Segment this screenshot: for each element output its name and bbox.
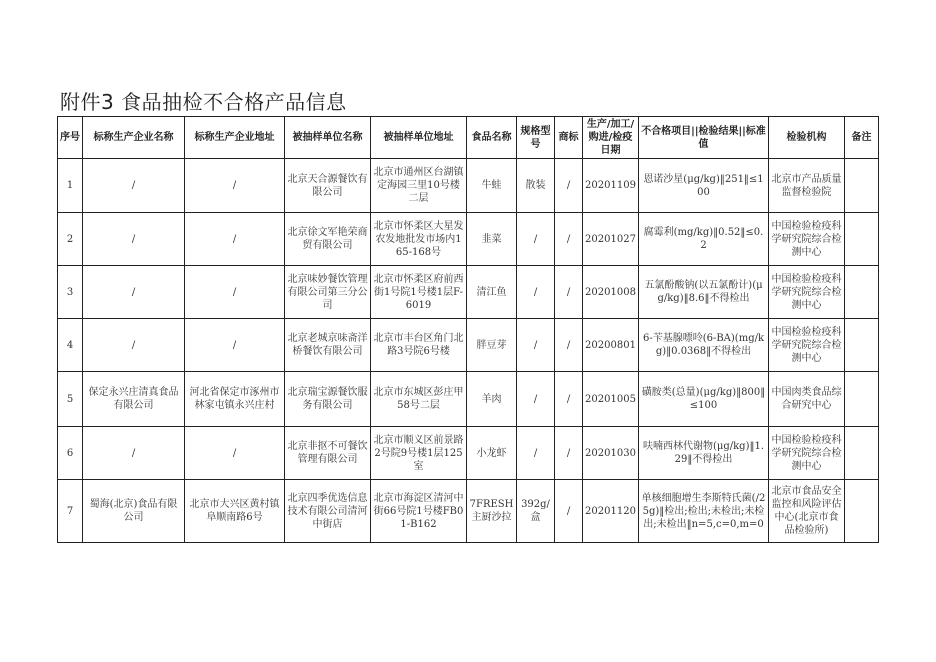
table-cell xyxy=(845,372,879,427)
table-cell: 中国肉类食品综合研究中心 xyxy=(769,372,845,427)
table-cell: / xyxy=(517,213,555,266)
table-row xyxy=(58,319,879,372)
table-cell: 20201109 xyxy=(583,159,639,213)
column-header: 食品名称 xyxy=(467,117,517,159)
table-cell: 20201030 xyxy=(583,427,639,480)
table-cell: 北京天合源餐饮有限公司 xyxy=(285,159,371,213)
table-cell: 胖豆芽 xyxy=(467,319,517,372)
header-row xyxy=(58,117,879,159)
table-cell xyxy=(845,159,879,213)
column-header: 被抽样单位名称 xyxy=(285,117,371,159)
table-cell: 北京市食品安全监控和风险评估中心(北京市食品检验所) xyxy=(769,480,845,543)
table-cell: 北京市大兴区黄村镇阜顺南路6号 xyxy=(185,480,285,543)
table-row xyxy=(58,159,879,213)
table-row xyxy=(58,427,879,480)
table-cell: 中国检验检疫科学研究院综合检测中心 xyxy=(769,319,845,372)
table-cell: 北京市怀柔区大星发农发地批发市场内165-168号 xyxy=(371,213,467,266)
table-cell: 韭菜 xyxy=(467,213,517,266)
column-header: 标称生产企业地址 xyxy=(185,117,285,159)
column-header: 商标 xyxy=(555,117,583,159)
table-cell: 20201005 xyxy=(583,372,639,427)
table-cell: 呋喃西林代谢物(μg/kg)‖1.29‖不得检出 xyxy=(639,427,769,480)
table-cell: 20201008 xyxy=(583,266,639,319)
unqualified-products-table xyxy=(57,116,879,543)
table-row xyxy=(58,266,879,319)
table-cell: / xyxy=(185,213,285,266)
table-cell: 北京味妙餐饮管理有限公司第三分公司 xyxy=(285,266,371,319)
table-cell: / xyxy=(555,480,583,543)
table-cell: 牛蛙 xyxy=(467,159,517,213)
table-cell: 小龙虾 xyxy=(467,427,517,480)
page-title: 附件3 食品抽检不合格产品信息 xyxy=(60,90,347,114)
column-header: 标称生产企业名称 xyxy=(83,117,185,159)
table-cell: / xyxy=(555,266,583,319)
table-cell: 中国检验检疫科学研究院综合检测中心 xyxy=(769,427,845,480)
table-cell: 7 xyxy=(58,480,83,543)
table-cell: 清江鱼 xyxy=(467,266,517,319)
column-header: 序号 xyxy=(58,117,83,159)
table-cell: / xyxy=(555,319,583,372)
table-row xyxy=(58,372,879,427)
table-cell: 392g/盒 xyxy=(517,480,555,543)
column-header: 检验机构 xyxy=(769,117,845,159)
table-cell: 单核细胞增生李斯特氏菌(/25g)‖检出;检出;未检出;未检出;未检出‖n=5,c=0,m=0 xyxy=(639,480,769,543)
table-cell: 北京瑞宝源餐饮服务有限公司 xyxy=(285,372,371,427)
table-cell: 3 xyxy=(58,266,83,319)
table-cell: / xyxy=(517,372,555,427)
table-row xyxy=(58,480,879,543)
table-cell: / xyxy=(517,319,555,372)
table-cell: 恩诺沙星(μg/kg)‖251‖≤100 xyxy=(639,159,769,213)
column-header: 规格型号 xyxy=(517,117,555,159)
table-cell xyxy=(845,213,879,266)
table-cell: 北京市产品质量监督检验院 xyxy=(769,159,845,213)
table-cell: 保定永兴庄清真食品有限公司 xyxy=(83,372,185,427)
table-cell: 腐霉利(mg/kg)‖0.52‖≤0.2 xyxy=(639,213,769,266)
table-cell: / xyxy=(185,159,285,213)
table-cell: / xyxy=(517,427,555,480)
table-cell: / xyxy=(185,319,285,372)
table-cell: 5 xyxy=(58,372,83,427)
table-cell: 北京市丰台区角门北路3号院6号楼 xyxy=(371,319,467,372)
table-cell: 20201027 xyxy=(583,213,639,266)
table-cell: 北京徐文军艳荣商贸有限公司 xyxy=(285,213,371,266)
table-cell xyxy=(845,480,879,543)
table-cell xyxy=(845,427,879,480)
table-cell: / xyxy=(517,266,555,319)
table-cell: 北京市通州区台湖镇定海园三里10号楼二层 xyxy=(371,159,467,213)
table-cell: / xyxy=(83,159,185,213)
table-cell: / xyxy=(555,159,583,213)
column-header: 不合格项目||检验结果||标准值 xyxy=(639,117,769,159)
table-cell: / xyxy=(555,372,583,427)
table-cell: 6-苄基腺嘌呤(6-BA)(mg/kg)‖0.0368‖不得检出 xyxy=(639,319,769,372)
table-cell xyxy=(845,266,879,319)
table-cell: 散装 xyxy=(517,159,555,213)
table-cell: 6 xyxy=(58,427,83,480)
table-cell: 北京非抠不可餐饮管理有限公司 xyxy=(285,427,371,480)
table-cell: 北京市怀柔区府前西街1号院1号楼1层F-6019 xyxy=(371,266,467,319)
table-cell: / xyxy=(83,427,185,480)
table-cell: 羊肉 xyxy=(467,372,517,427)
table-cell: 中国检验检疫科学研究院综合检测中心 xyxy=(769,213,845,266)
table-cell: 五氯酚酸钠(以五氯酚计)(μg/kg)‖8.6‖不得检出 xyxy=(639,266,769,319)
column-header: 生产/加工/购进/检疫日期 xyxy=(583,117,639,159)
table-cell: 4 xyxy=(58,319,83,372)
table-cell: 中国检验检疫科学研究院综合检测中心 xyxy=(769,266,845,319)
column-header: 备注 xyxy=(845,117,879,159)
table-cell: 北京老城京味斋洋桥餐饮有限公司 xyxy=(285,319,371,372)
table-cell: / xyxy=(555,213,583,266)
table-cell: / xyxy=(185,266,285,319)
table-cell: / xyxy=(555,427,583,480)
table-cell: / xyxy=(185,427,285,480)
table-cell xyxy=(845,319,879,372)
table-cell: 北京市东城区彭庄甲58号二层 xyxy=(371,372,467,427)
table-row xyxy=(58,213,879,266)
table-cell: / xyxy=(83,213,185,266)
table-cell: 磺胺类(总量)(μg/kg)‖800‖ ≤100 xyxy=(639,372,769,427)
table-cell: 2 xyxy=(58,213,83,266)
table-cell: 北京市海淀区清河中街66号院1号楼FB01-B162 xyxy=(371,480,467,543)
table-cell: / xyxy=(83,266,185,319)
table-cell: / xyxy=(83,319,185,372)
table-cell: 河北省保定市涿州市林家屯镇永兴庄村 xyxy=(185,372,285,427)
table-cell: 北京四季优选信息技术有限公司清河中街店 xyxy=(285,480,371,543)
table-cell: 蜀海(北京)食品有限公司 xyxy=(83,480,185,543)
table-cell: 1 xyxy=(58,159,83,213)
table-cell: 20200801 xyxy=(583,319,639,372)
table-cell: 20201120 xyxy=(583,480,639,543)
table-cell: 7FRESH主厨沙拉 xyxy=(467,480,517,543)
table-cell: 北京市顺义区前景路2号院9号楼1层125室 xyxy=(371,427,467,480)
column-header: 被抽样单位地址 xyxy=(371,117,467,159)
